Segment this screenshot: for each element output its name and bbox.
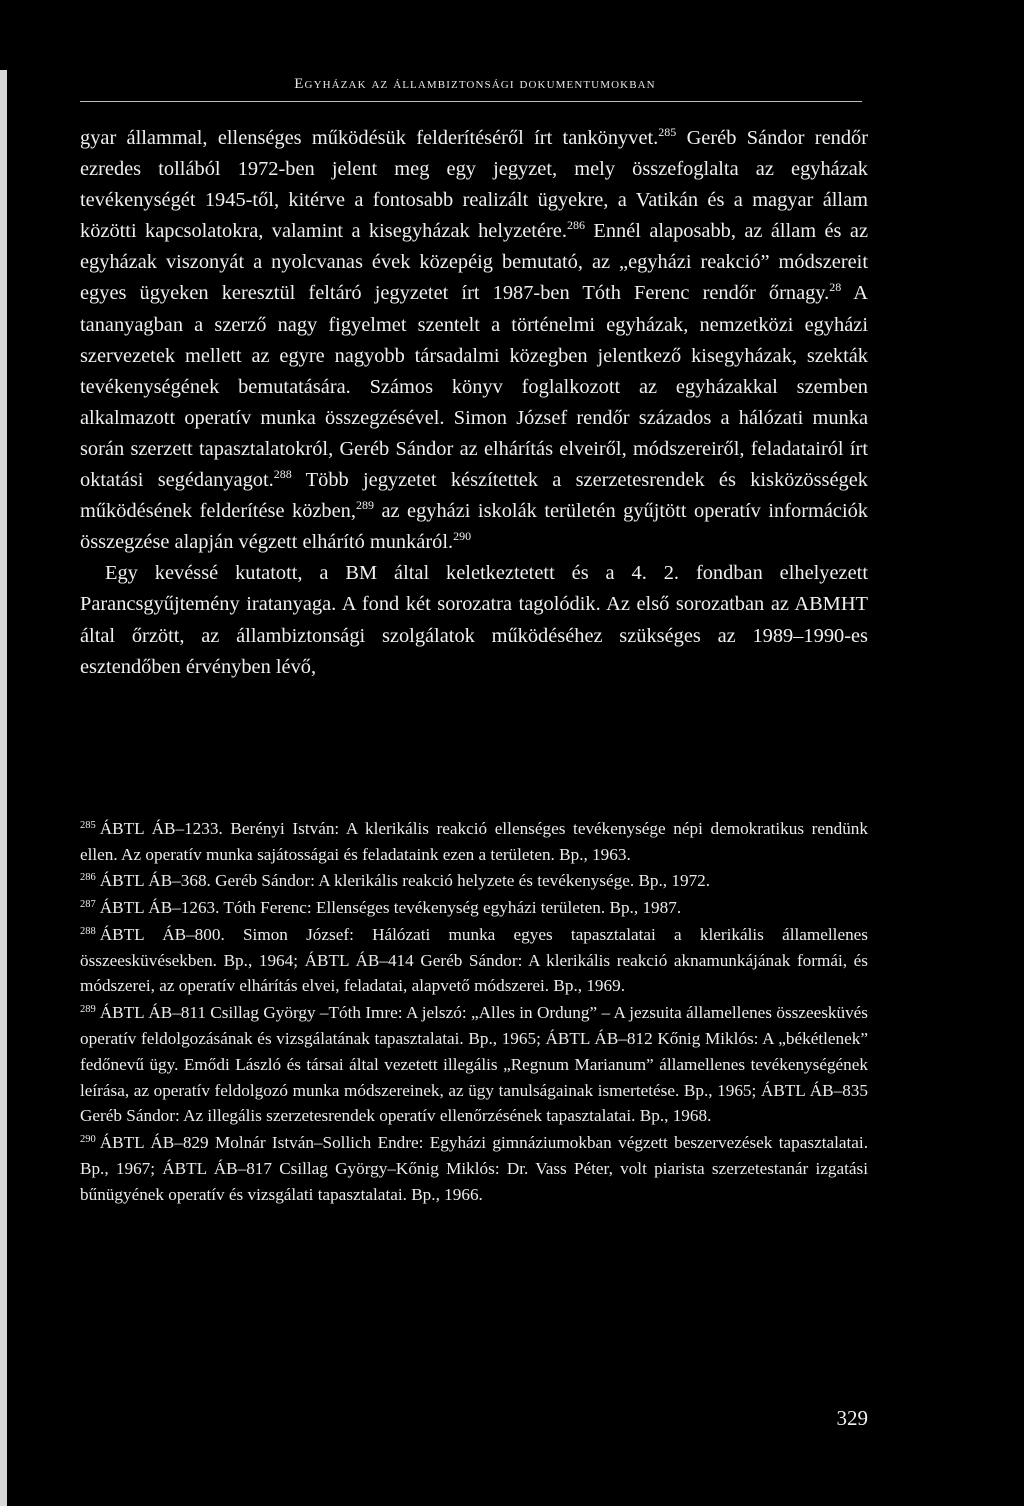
footnote-287 [80, 895, 868, 921]
footnote-290 [80, 1130, 868, 1207]
footnote-text: ÁBTL ÁB–811 Csillag György –Tóth Imre: A jelszó: „Alles in Ordung” – A jezsuita államellenes összeesküvés operatív feldolgozásának és vizsgálatának tapasztalatai. Bp., 1965; ÁBTL ÁB–812 Kőnig Miklós: A „békétlenek” fedőnevű ügy. Emődi László és társai által vezetett illegális „Regnum Marianum” államellenes tevékenységének leírása, az operatív feldolgozó munka módszereinek, az ügy tanulságainak ismertetése. Bp., 1965; ÁBTL ÁB–835 Geréb Sándor: Az illegális szerzetesrendek operatív ellenőrzésének tapasztalatai. Bp., 1968. [80, 1003, 868, 1126]
footnote-number: 286 [80, 872, 96, 884]
text-run: Több jegyzetet készítettek a szerzetesrendek és kisközösségek működésének felderítése közben, [80, 469, 868, 523]
footnote-289 [80, 1000, 868, 1129]
footnote-286 [80, 868, 868, 894]
footnote-ref-285[interactable]: 285 [658, 125, 677, 139]
footnote-number: 290 [80, 1134, 96, 1146]
page-edge-strip [0, 70, 7, 1506]
running-header: Egyházak az állambiztonsági dokumentumokban [294, 76, 656, 92]
paragraph-2: Egy kevéssé kutatott, a BM által keletkeztetett és a 4. 2. fondban elhelyezett Parancsgyűjtemény iratanyaga. A fond két sorozatra tagolódik. Az első sorozatban az ABMHT által őrzött, az állambiztonsági szolgálatok működéséhez szükséges az 1989–1990-es esztendőben érvényben lévő, [80, 562, 868, 678]
footnotes [80, 816, 868, 1208]
footnote-288 [80, 922, 868, 999]
page-number: 329 [836, 1406, 868, 1430]
text-run: A tananyagban a szerző nagy figyelmet szentelt a történelmi egyházak, nemzetközi egyházi szervezetek mellett az egyre nagyobb társadalmi közegben jelentkező kisegyházak, szekták tevékenységének bemutatására. Számos könyv foglalkozott az egyházakkal szemben alkalmazott operatív munka összegzésével. Simon József rendőr százados a hálózati munka során szerzett tapasztalatokról, Geréb Sándor az elhárítás elveiről, módszereiről, feladatairól írt oktatási segédanyagot. [80, 282, 868, 492]
footnote-ref-287[interactable]: 28 [829, 280, 842, 295]
footnote-text: ÁBTL ÁB–1263. Tóth Ferenc: Ellenséges tevékenység egyházi területen. Bp., 1987. [99, 898, 682, 918]
footnote-text: ÁBTL ÁB–368. Geréb Sándor: A klerikális reakció helyzete és tevékenysége. Bp., 1972. [99, 871, 711, 891]
footnote-text: ÁBTL ÁB–800. Simon József: Hálózati munka egyes tapasztalatai a klerikális államellenes összeesküvésekben. Bp., 1964; ÁBTL ÁB–414 Geréb Sándor: A klerikális reakció aknamunkájának formái, és módszerei, az operatív elhárítás elvei, feladatai, alapvető módszerei. Bp., 1969. [80, 924, 868, 996]
text-run: Ennél alaposabb, az állam és az egyházak viszonyát a nyolcvanas évek közepéig bemutató, az „egyházi reakció” módszereit egyes ügyeken keresztül feltáró jegyzetet írt 1987-ben Tóth Ferenc rendőr őrnagy. [80, 220, 868, 305]
footnote-number: 285 [80, 820, 96, 831]
text-run: Geréb Sándor rendőr ezredes tollából 1972-ben jelent meg egy jegyzet, mely összefoglalta az egyházak tevékenységét 1945-től, kitérve a fontosabb realizált ügyekre, a Vatikán és a magyar állam közötti kapcsolatokra, valamint a kisegyházak helyzetére. [80, 127, 868, 243]
main-text [80, 123, 868, 683]
footnote-ref-290[interactable]: 290 [453, 529, 472, 544]
text-run: gyar állammal, ellenséges működésük felderítéséről írt tankönyvet. [80, 127, 659, 149]
footnote-ref-288[interactable]: 288 [273, 467, 292, 482]
footnote-number: 288 [80, 925, 96, 937]
footnote-number: 287 [80, 899, 96, 911]
footnote-number: 289 [80, 1004, 96, 1016]
footnote-text: ÁBTL ÁB–829 Molnár István–Sollich Endre: Egyházi gimnáziumokban végzett beszervezések tapasztalatai. Bp., 1967; ÁBTL ÁB–817 Csillag György–Kőnig Miklós: Dr. Vass Péter, volt piarista szerzetestanár izgatási bűnügyének operatív és vizsgálati tapasztalatai. Bp., 1966. [80, 1133, 868, 1204]
footnote-ref-289[interactable]: 289 [355, 498, 374, 513]
header-rule [80, 101, 862, 102]
text-run: az egyházi iskolák területén gyűjtött operatív információk összegzése alapján végzett elhárító munkáról. [80, 500, 869, 554]
footnote-285 [80, 816, 868, 868]
footnote-ref-286[interactable]: 286 [566, 218, 585, 233]
paragraph-1 [80, 123, 868, 558]
footnote-text: ÁBTL ÁB–1233. Berényi István: A klerikális reakció ellenséges tevékenysége népi demokratikus rendünk ellen. Az operatív munka sajátosságai és feladataink ezen a területen. Bp., 1963. [80, 819, 868, 864]
